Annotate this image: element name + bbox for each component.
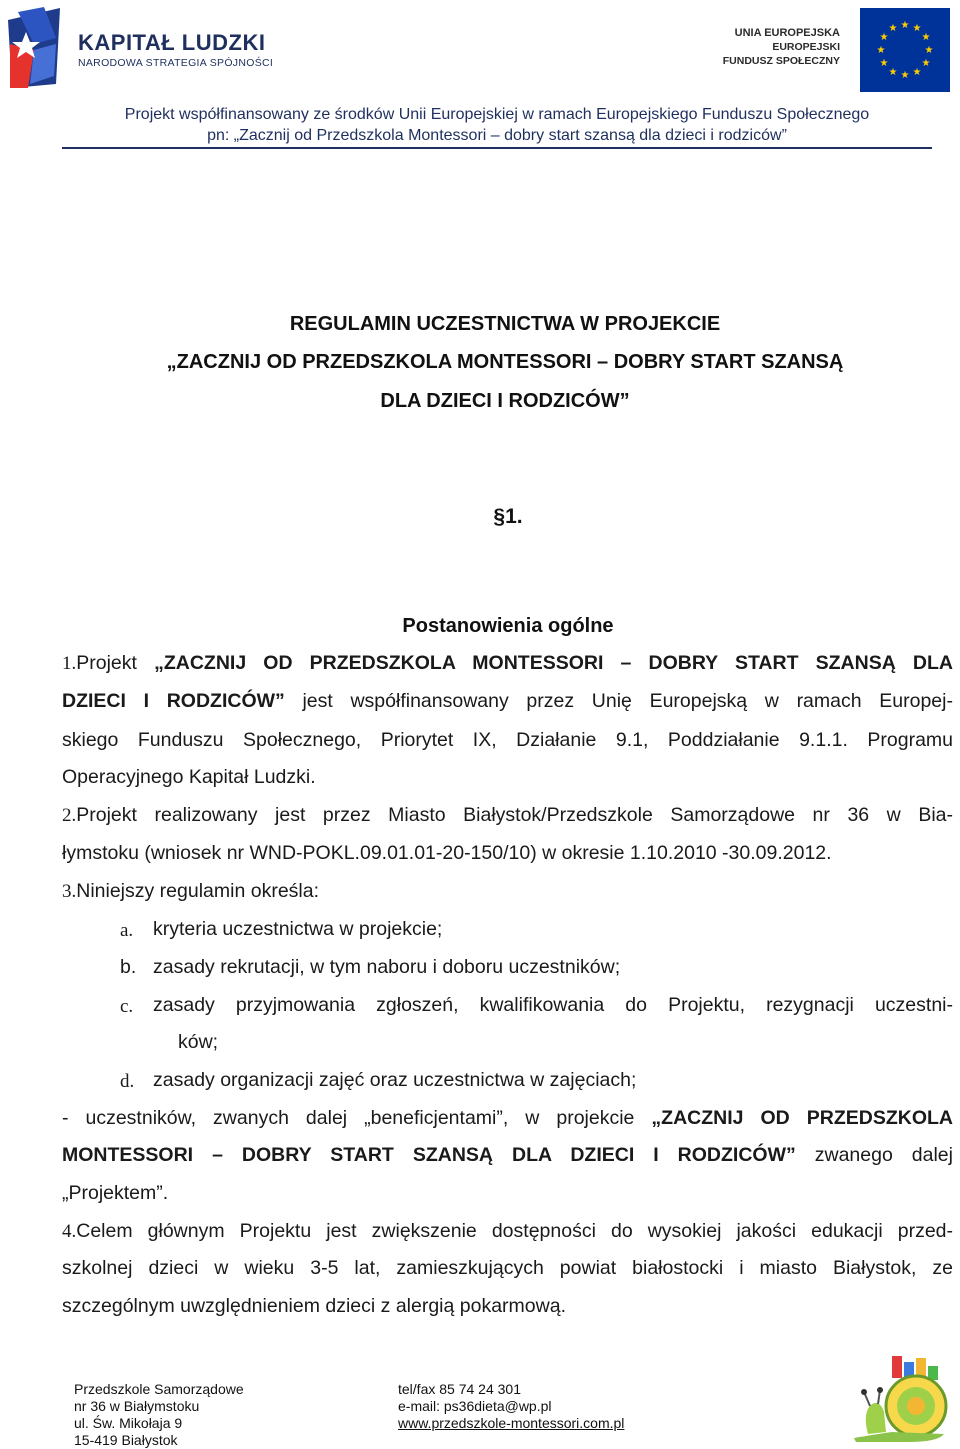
paragraph-2-number: 2. xyxy=(62,805,77,826)
paragraph-3-line-1: 3.Niniejszy regulamin określa: xyxy=(62,880,320,902)
svg-text:★: ★ xyxy=(900,20,910,31)
svg-text:★: ★ xyxy=(921,32,931,43)
paragraph-1-line-4: Operacyjnego Kapitał Ludzki. xyxy=(62,766,316,788)
svg-text:★: ★ xyxy=(879,58,889,69)
project-info-header xyxy=(64,104,930,146)
eu-line-3: FUNDUSZ SPOŁECZNY xyxy=(722,55,840,67)
svg-text:★: ★ xyxy=(912,23,922,34)
paragraph-4-line-3: szczególnym uwzględnieniem dzieci z alergią pokarmową. xyxy=(62,1295,566,1317)
svg-text:★: ★ xyxy=(921,58,931,69)
paragraph-3-number: 3. xyxy=(62,881,77,902)
svg-text:★: ★ xyxy=(888,67,898,78)
kapital-ludzki-title: KAPITAŁ LUDZKI xyxy=(78,30,266,55)
list-item-a: kryteria uczestnictwa w projekcie; xyxy=(153,918,443,940)
paragraph-1-line-1: 1.Projekt „ZACZNIJ OD PRZEDSZKOLA MONTESSORI – DOBRY START SZANSĄ DLA xyxy=(62,652,954,674)
kapital-ludzki-subtitle: NARODOWA STRATEGIA SPÓJNOŚCI xyxy=(78,57,274,69)
footer-address-line-3: ul. Św. Mikołaja 9 xyxy=(74,1415,183,1431)
kapital-ludzki-logo-icon xyxy=(4,4,64,90)
footer-contact xyxy=(398,1381,624,1432)
project-info-line-2: pn: „Zacznij od Przedszkola Montessori – dobry start szansą dla dzieci i rodziców” xyxy=(207,127,787,144)
paragraph-2-line-2: łymstoku (wniosek nr WND-POKL.09.01.01-20-150/10) w okresie 1.10.2010 -30.09.2012. xyxy=(62,842,832,864)
list-item-a-letter: a. xyxy=(120,920,134,941)
svg-text:★: ★ xyxy=(879,32,889,43)
list-item-c: zasady przyjmowania zgłoszeń, kwalifikowania do Projektu, rezygnacji uczestni- xyxy=(153,994,953,1016)
svg-text:★: ★ xyxy=(912,67,922,78)
beneficiaries-line-1: - uczestników, zwanych dalej „beneficjentami”, w projekcie „ZACZNIJ OD PRZEDSZKOLA xyxy=(62,1107,953,1129)
paragraph-1-number: 1. xyxy=(62,653,77,674)
list-item-c-continuation: ków; xyxy=(178,1031,219,1053)
svg-text:★: ★ xyxy=(888,23,898,34)
list-item-d: zasady organizacji zajęć oraz uczestnictwa w zajęciach; xyxy=(153,1069,637,1091)
eu-flag-icon xyxy=(860,8,950,92)
paragraph-4-number: 4. xyxy=(62,1221,77,1242)
eu-line-2: EUROPEJSKI xyxy=(772,41,840,53)
section-heading: Postanowienia ogólne xyxy=(402,615,614,637)
footer-address-line-2: nr 36 w Białymstoku xyxy=(74,1398,200,1414)
footer-phone: tel/fax 85 74 24 301 xyxy=(398,1381,521,1397)
document-title-line-2: „ZACZNIJ OD PRZEDSZKOLA MONTESSORI – DOBRY START SZANSĄ xyxy=(166,351,844,373)
paragraph-4-line-1: 4.Celem głównym Projektu jest zwiększenie dostępności do wysokiej jakości edukacji przed- xyxy=(62,1220,953,1242)
eu-line-1: UNIA EUROPEJSKA xyxy=(734,27,840,39)
svg-text:★: ★ xyxy=(900,70,910,81)
project-info-line-1: Projekt współfinansowany ze środków Unii Europejskiej w ramach Europejskiego Funduszu Społecznego xyxy=(124,106,870,123)
beneficiaries-line-2: MONTESSORI – DOBRY START SZANSĄ DLA DZIECI I RODZICÓW” zwanego dalej xyxy=(62,1144,953,1166)
list-item-b: zasady rekrutacji, w tym naboru i doboru uczestników; xyxy=(153,956,621,978)
list-item-d-letter: d. xyxy=(120,1071,135,1092)
eu-fund-text xyxy=(723,26,840,68)
paragraph-2-line-1: 2.Projekt realizowany jest przez Miasto Białystok/Przedszkole Samorządowe nr 36 w Bia- xyxy=(62,804,953,826)
footer-address xyxy=(74,1381,244,1449)
paragraph-1-line-3: skiego Funduszu Społecznego, Priorytet IX, Działanie 9.1, Poddziałanie 9.1.1. Programu xyxy=(62,729,953,751)
svg-text:★: ★ xyxy=(876,45,886,56)
svg-text:★: ★ xyxy=(924,45,934,56)
paragraph-4-line-2: szkolnej dzieci w wieku 3-5 lat, zamieszkujących powiat białostocki i miasto Białystok, ze xyxy=(62,1257,953,1279)
project-name-inline: „ZACZNIJ OD PRZEDSZKOLA MONTESSORI – DOBRY START SZANSĄ DLA xyxy=(154,652,954,674)
footer-address-line-1: Przedszkole Samorządowe xyxy=(74,1381,244,1397)
document-title-line-1: REGULAMIN UCZESTNICTWA W PROJEKCIE xyxy=(289,313,721,335)
footer-email[interactable]: e-mail: ps36dieta@wp.pl xyxy=(398,1398,552,1414)
section-number: §1. xyxy=(493,505,523,528)
list-item-b-letter: b. xyxy=(120,956,137,978)
beneficiaries-line-3: „Projektem”. xyxy=(62,1182,169,1204)
header-divider xyxy=(62,147,932,149)
paragraph-1-line-2: DZIECI I RODZICÓW” jest współfinansowany przez Unię Europejską w ramach Europej- xyxy=(62,690,953,712)
footer-address-line-4: 15-419 Białystok xyxy=(74,1432,178,1448)
snail-house-logo-icon xyxy=(848,1352,952,1444)
list-item-c-letter: c. xyxy=(120,996,134,1017)
document-title-line-3: DLA DZIECI I RODZICÓW” xyxy=(380,390,630,412)
footer-website-link[interactable]: www.przedszkole-montessori.com.pl xyxy=(398,1415,625,1431)
